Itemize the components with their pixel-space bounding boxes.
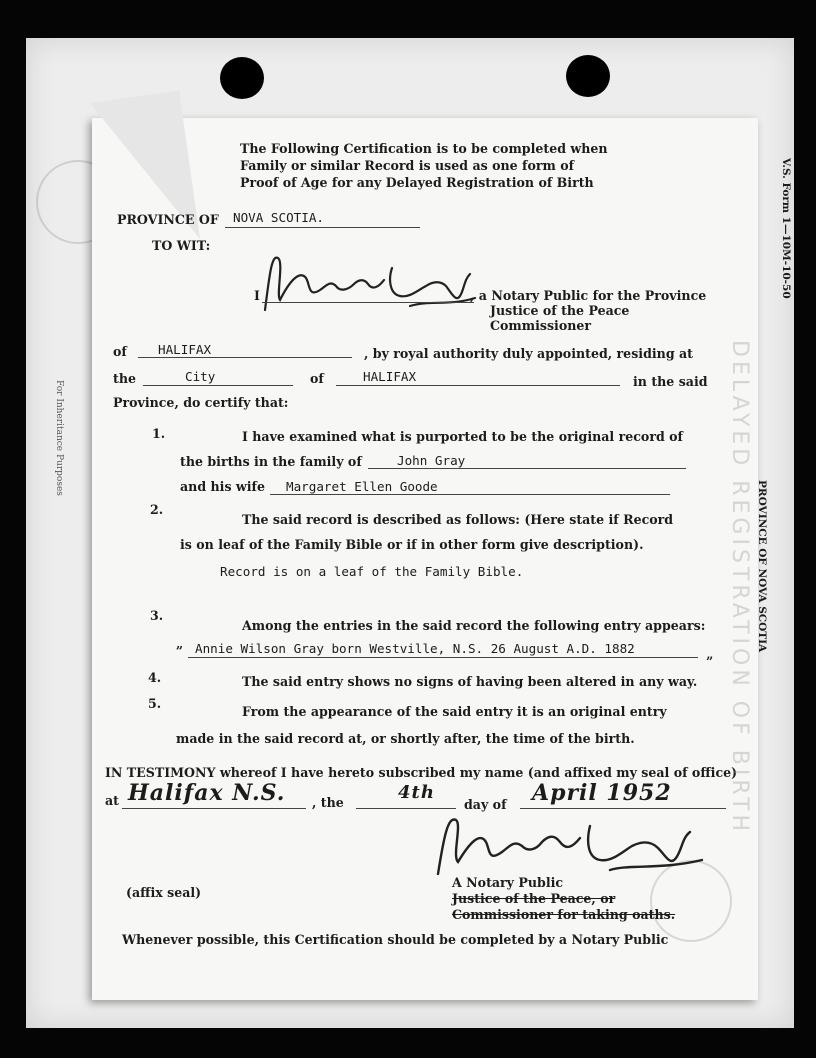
entry-close-quote: ” [706, 654, 714, 669]
in-the-said-text: in the said [633, 374, 708, 389]
birth-entry: Annie Wilson Gray born Westville, N.S. 26 August A.D. 1882 [195, 641, 635, 656]
item-5-line-2: made in the said record at, or shortly after, the time of the birth. [176, 731, 635, 746]
of2-underline [336, 385, 620, 386]
item-4-text: The said entry shows no signs of having been altered in any way. [242, 674, 698, 689]
left-margin-note: For Inheritance Purposes [54, 380, 64, 496]
wife-label: and his wife [180, 479, 265, 494]
of-label: of [113, 344, 127, 359]
at-label: at [105, 793, 119, 808]
header-line-3: Proof of Age for any Delayed Registration of Birth [240, 175, 594, 190]
signoff-line-1: A Notary Public [452, 875, 564, 890]
notary-line-1: , a Notary Public for the Province [470, 288, 707, 303]
notary-line-3: Commissioner [490, 318, 592, 333]
side-ghost-title: DELAYED REGISTRATION OF BIRTH [727, 340, 752, 835]
to-wit-label: TO WIT: [152, 238, 211, 253]
of2-value: HALIFAX [363, 369, 417, 384]
of-underline [138, 357, 352, 358]
item-5-line-1: From the appearance of the said entry it is an original entry [242, 704, 667, 719]
wife-underline [270, 494, 670, 495]
signoff-line-2: Justice of the Peace, or [452, 891, 616, 906]
province-underline [225, 227, 420, 228]
side-province: PROVINCE OF NOVA SCOTIA [756, 480, 768, 653]
province-value: NOVA SCOTIA. [233, 210, 324, 225]
affix-seal-text: (affix seal) [126, 885, 202, 900]
notary-signature-top [260, 250, 480, 320]
punch-hole-left [220, 57, 264, 99]
father-name: John Gray [397, 453, 466, 468]
the-label: the [113, 371, 136, 386]
item-5-number: 5. [148, 696, 162, 711]
month-value: April 1952 [532, 780, 672, 806]
entry-underline [188, 657, 698, 658]
at-value: Halifax N.S. [128, 780, 286, 806]
the-comma-text: , the [312, 795, 344, 810]
item-4-number: 4. [148, 670, 162, 685]
notary-line-2: Justice of the Peace [490, 303, 630, 318]
testimony-text: IN TESTIMONY whereof I have hereto subscribed my name (and affixed my seal of office) [105, 765, 738, 780]
entry-open-quote: „ [176, 636, 184, 651]
record-description: Record is on a leaf of the Family Bible. [220, 564, 524, 579]
item-1-number: 1. [152, 426, 166, 441]
footer-note: Whenever possible, this Certification should be completed by a Notary Public [122, 932, 669, 947]
notary-signature-bottom [430, 806, 710, 886]
the-underline [143, 385, 293, 386]
punch-hole-right [566, 55, 610, 97]
day-value: 4th [398, 782, 435, 803]
item-1-line-2: the births in the family of [180, 454, 362, 469]
at-underline [122, 808, 306, 809]
header-line-1: The Following Certification is to be completed when [240, 141, 608, 156]
item-2-line-1: The said record is described as follows: (Here state if Record [242, 512, 674, 527]
of-value: HALIFAX [158, 342, 212, 357]
item-3-line-1: Among the entries in the said record the following entry appears: [242, 618, 706, 633]
item-2-number: 2. [150, 502, 164, 517]
of2-label: of [310, 371, 324, 386]
notary-name-underline [262, 302, 474, 303]
header-line-2: Family or similar Record is used as one form of [240, 158, 575, 173]
the-value: City [185, 369, 216, 384]
father-underline [368, 468, 686, 469]
item-1-line-1: I have examined what is purported to be the original record of [242, 429, 683, 444]
day-of-text: day of [464, 797, 507, 812]
wife-name: Margaret Ellen Goode [286, 479, 438, 494]
item-3-number: 3. [150, 608, 164, 623]
item-2-line-2: is on leaf of the Family Bible or if in other form give description). [180, 537, 644, 552]
signoff-line-3: Commissioner for taking oaths. [452, 907, 676, 922]
side-form-number: V.S. Form 1—10M-10-50 [780, 158, 792, 299]
royal-authority-text: , by royal authority duly appointed, residing at [364, 346, 693, 361]
i-label: I [254, 288, 260, 303]
province-certify-text: Province, do certify that: [113, 395, 289, 410]
province-label: PROVINCE OF [117, 212, 219, 227]
